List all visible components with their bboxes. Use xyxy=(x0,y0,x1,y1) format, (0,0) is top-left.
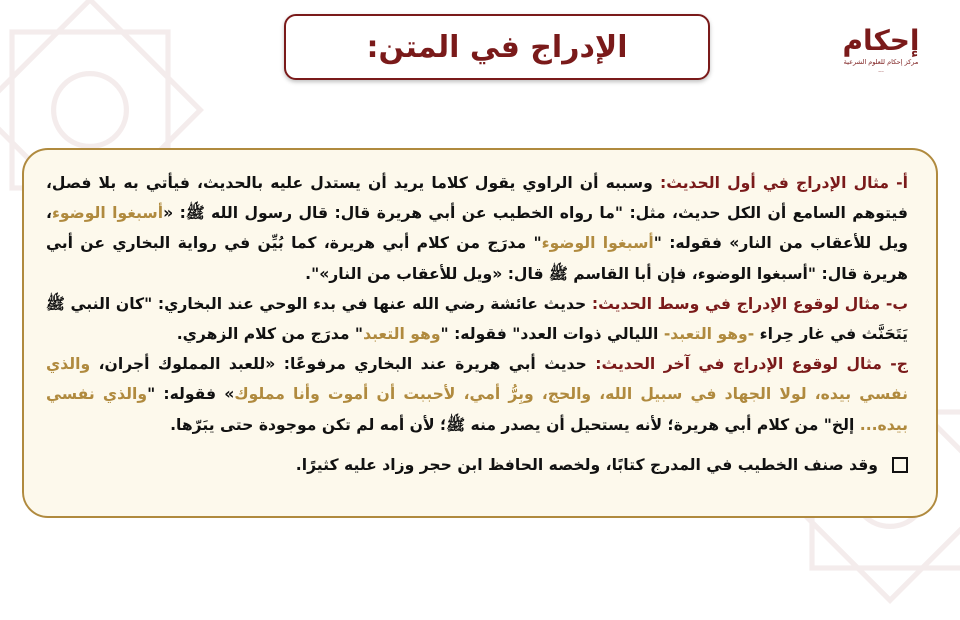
section-c-highlight-1: والذي نفسي بيده، لولا الجهاد في سبيل الله، والحج، وبِرُّ أمي، لأحببت أن أموت وأنا مملوك xyxy=(46,355,908,404)
page-title: الإدراج في المتن: xyxy=(366,29,628,65)
section-a xyxy=(46,168,908,289)
note-item xyxy=(46,450,908,480)
title-box xyxy=(284,14,710,80)
note-text: وقد صنف الخطيب في المدرج كتابًا، ولخصه الحافظ ابن حجر وزاد عليه كثيرًا. xyxy=(295,455,878,474)
section-c-highlight-2: والذي نفسي بيده... xyxy=(46,385,908,434)
section-b-text-3: " مدرَج من كلام الزهري. xyxy=(176,325,364,344)
section-c-text-2: » فقوله: " xyxy=(147,385,235,404)
section-c-text-3: إلخ" من كلام أبي هريرة؛ لأنه يستحيل أن يصدر منه ﷺ؛ لأن أمه لم تكن موجودة حتى يبَرّها. xyxy=(170,415,860,434)
checkbox-icon xyxy=(892,457,908,473)
section-a-highlight-1: أسبغوا الوضوء xyxy=(51,204,164,223)
section-a-text-2: ، ويل للأعقاب من النار» فقوله: " xyxy=(46,204,908,253)
section-b-text-1: حديث عائشة رضي الله عنها في بدء الوحي عند البخاري: "كان النبي ﷺ يَتَحَنَّث في غار حِراء xyxy=(46,294,908,344)
section-b-heading: ب- مثال لوقوع الإدراج في وسط الحديث: xyxy=(591,294,908,313)
section-a-text-1: وسببه أن الراوي يقول كلاما يريد أن يستدل عليه بالحديث، فيأتي به بلا فصل، فيتوهم السامع أن الكل حديث، مثل: "ما رواه الخطيب عن أبي هريرة قال: قال رسول الله ﷺ: « xyxy=(46,174,908,223)
section-b xyxy=(46,289,908,349)
logo-phone: ... xyxy=(878,67,884,74)
logo-wordmark: إحكام xyxy=(842,24,920,57)
section-c-text-1: حديث أبي هريرة عند البخاري مرفوعًا: «للعبد المملوك أجران، xyxy=(90,355,596,374)
content-box xyxy=(22,148,938,518)
section-b-highlight-1: -وهو التعبد- xyxy=(663,325,755,344)
section-c-heading: ج- مثال لوقوع الإدراج في آخر الحديث: xyxy=(595,355,909,374)
section-c xyxy=(46,349,908,440)
logo-subtitle: مركز إحكام للعلوم الشرعية xyxy=(843,58,919,66)
section-b-text-2: الليالي ذوات العدد" فقوله: " xyxy=(440,325,664,344)
logo xyxy=(838,24,924,94)
section-a-text-3: " مدرَج من كلام أبي هريرة، كما بُيِّن في رواية البخاري عن أبي هريرة قال: "أسبغوا الوضوء، فإن أبا القاسم ﷺ قال: «ويل للأعقاب من النار»". xyxy=(46,234,908,283)
section-b-highlight-2: وهو التعبد xyxy=(363,325,441,344)
section-a-highlight-2: أسبغوا الوضوء xyxy=(541,234,654,253)
section-a-heading: أ- مثال الإدراج في أول الحديث: xyxy=(659,174,908,192)
